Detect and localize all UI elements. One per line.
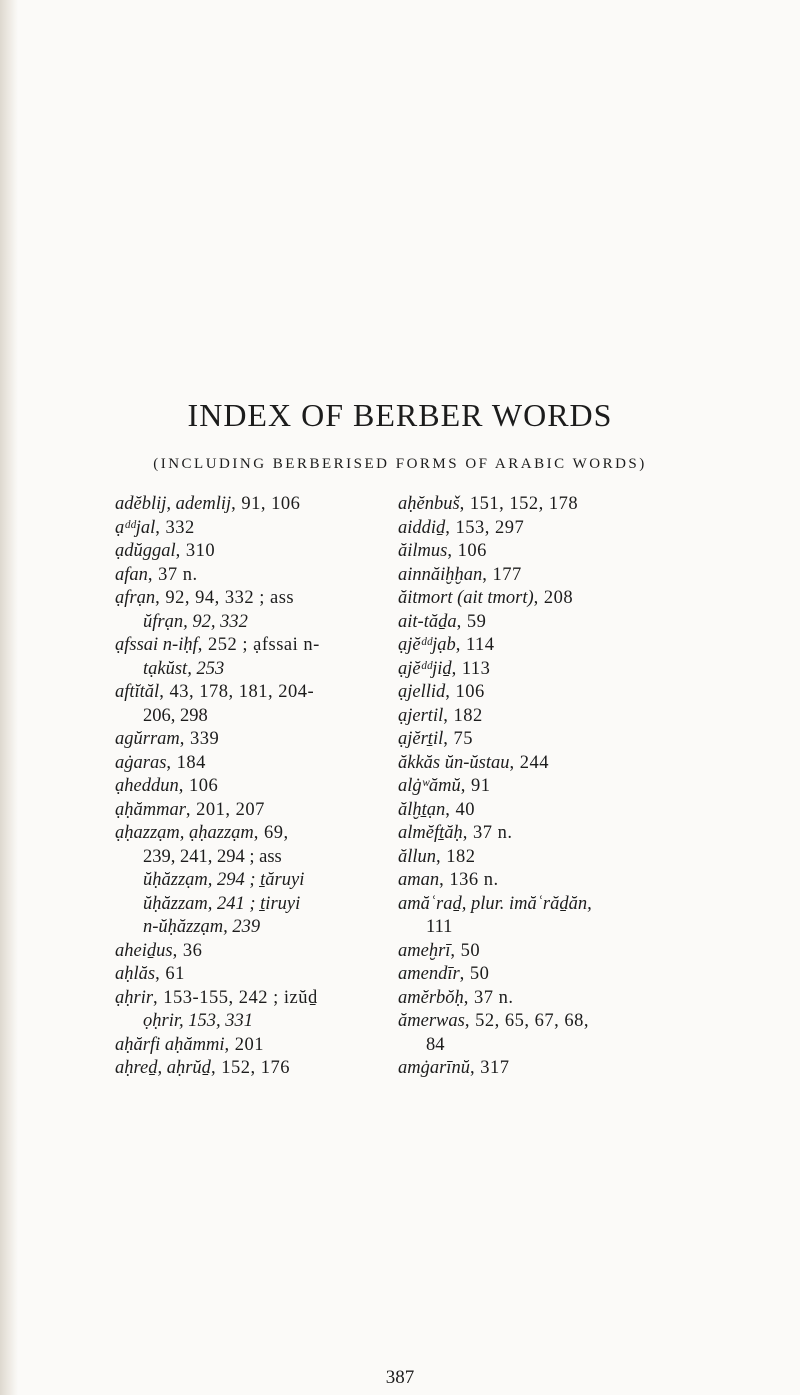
index-line-continuation: ọḥrir, 153, 331 [143, 1011, 253, 1031]
index-line: ăitmort (ait tmort), 208 [398, 588, 574, 608]
index-column-right [398, 493, 743, 1081]
index-line-continuation: tạkŭst, 253 [143, 658, 225, 679]
index-line-continuation: ŭfrạn, 92, 332 [143, 611, 248, 632]
index-line: aḥreḏ, aḥrŭḏ, 152, 176 [115, 1058, 290, 1078]
page-number: 387 [385, 1367, 415, 1388]
index-line-continuation: n-ŭḥăzzạm, 239 [143, 917, 261, 937]
index-line: amġarīnŭ, 317 [398, 1058, 510, 1078]
index-line: ạḥămmar, 201, 207 [115, 799, 265, 820]
index-line: ạdŭggal, 310 [115, 541, 216, 561]
index-line: ạḥazzạm, ạḥazzạm, 69, [115, 823, 289, 843]
index-line: ạjĕᵈᵈjiḏ, 113 [398, 658, 491, 679]
index-line: aftĭtăl, 43, 178, 181, 204- [115, 682, 315, 702]
index-line: adĕblij, ademlij, 91, 106 [115, 494, 301, 514]
index-line: ạjĕrṯil, 75 [398, 729, 473, 749]
index-line-continuation: ŭḥăzzạm, 294 ; ṯăruyi [143, 870, 305, 890]
index-line-continuation: 84 [426, 1034, 445, 1055]
index-line: ạfrạn, 92, 94, 332 ; ass [115, 588, 295, 608]
index-line: ạjĕᵈᵈjạb, 114 [398, 635, 495, 655]
index-line: amăʿraḏ, plur. imăʿrăḏăn, [398, 893, 592, 914]
index-line-continuation: 206, 298 [143, 705, 208, 726]
index-line: aman, 136 n. [398, 870, 499, 890]
index-line: aiddiḏ, 153, 297 [398, 517, 525, 538]
page-subtitle: (INCLUDING BERBERISED FORMS OF ARABIC WORDS) [153, 456, 647, 472]
index-line: agŭrram, 339 [115, 729, 220, 749]
index-line: aheiḏus, 36 [115, 940, 203, 961]
index-line: almĕfṯăḥ, 37 n. [398, 823, 513, 843]
index-line: ait-tăḏa, 59 [398, 611, 487, 632]
index-line: ămerwas, 52, 65, 67, 68, [398, 1011, 589, 1031]
page-edge-shadow [0, 0, 18, 1395]
index-line: ăkkăs ŭn-ŭstau, 244 [398, 752, 549, 773]
index-line: aḥărfi aḥămmi, 201 [115, 1034, 264, 1055]
index-line: ạjertil, 182 [398, 705, 483, 726]
index-line: afan, 37 n. [115, 564, 198, 585]
index-line: ạheddun, 106 [115, 776, 219, 796]
index-line-continuation: ŭḥăzzam, 241 ; ṯiruyi [143, 893, 301, 914]
index-line: alġʷămŭ, 91 [398, 776, 491, 796]
index-line: ạfssai n-iḥf, 252 ; ạfssai n- [115, 635, 320, 655]
index-line: aḥlăs, 61 [115, 964, 185, 984]
index-line: ăllun, 182 [398, 846, 476, 867]
index-line: ạḥrir, 153-155, 242 ; izŭḏ [115, 987, 318, 1008]
index-line: ạᵈᵈjal, 332 [115, 517, 195, 538]
index-line: ainnăiḫḫan, 177 [398, 564, 522, 585]
page-title: INDEX OF BERBER WORDS [187, 397, 613, 433]
index-line: aḥĕnbuš, 151, 152, 178 [398, 494, 579, 514]
index-line: ălḫṯạn, 40 [398, 799, 476, 820]
index-column-left [115, 493, 440, 1081]
index-line-continuation: 111 [426, 917, 453, 937]
index-line-continuation: 239, 241, 294 ; ass [143, 846, 282, 867]
index-line: ăilmus, 106 [398, 541, 487, 561]
index-line: aġaras, 184 [115, 752, 206, 773]
index-line: amendīr, 50 [398, 964, 490, 984]
index-line: amĕrbŏḥ, 37 n. [398, 987, 514, 1008]
index-line: ameḫrī, 50 [398, 940, 481, 961]
index-line: ạjellid, 106 [398, 682, 485, 702]
